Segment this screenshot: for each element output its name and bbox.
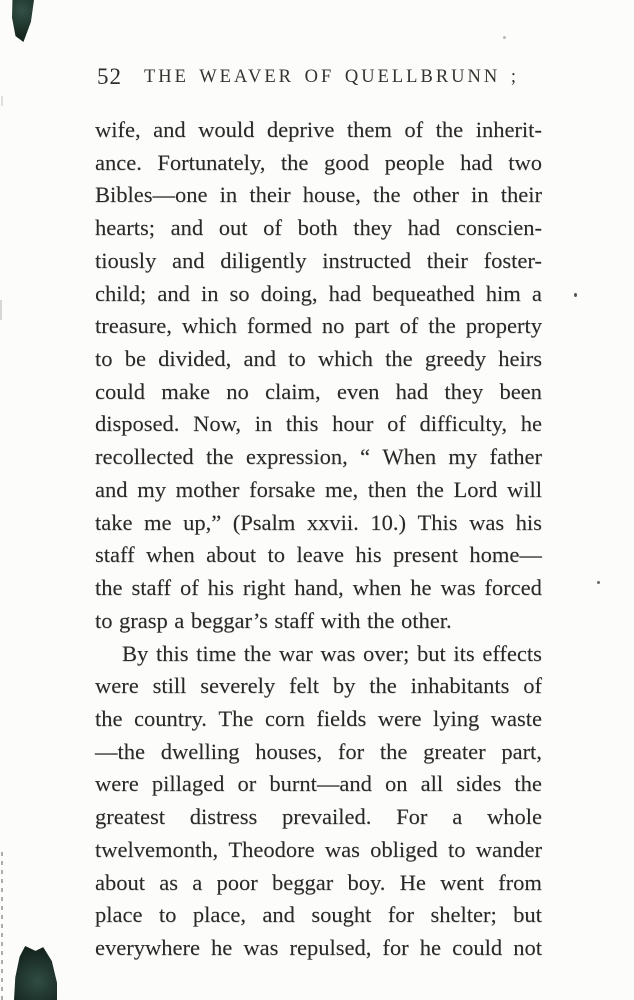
scan-speck <box>597 581 600 584</box>
text-line: twelvemonth, Theodore was obliged to wander <box>95 836 542 862</box>
scan-speck <box>574 293 577 297</box>
text-line: could make no claim, even had they been <box>95 378 542 404</box>
text-line: were still severely felt by the inhabitants of <box>95 673 542 699</box>
text-line: place to place, and sought for shelter; but <box>95 902 542 928</box>
scan-edge-dash <box>1 96 3 106</box>
scan-edge-dotted-line <box>1 852 3 1000</box>
text-line: greatest distress prevailed. For a whole <box>95 804 542 830</box>
text-line: the staff of his right hand, when he was forced <box>95 575 542 601</box>
text-line: tiously and diligently instructed their foster- <box>95 247 542 273</box>
text-line: were pillaged or burnt—and on all sides the <box>95 771 542 797</box>
text-line: take me up,” (Psalm xxvii. 10.) This was his <box>95 509 542 535</box>
text-line: staff when about to leave his present home— <box>95 542 542 568</box>
page-number: 52 <box>97 64 122 89</box>
text-block <box>95 114 542 965</box>
text-line: recollected the expression, “ When my father <box>95 444 542 470</box>
text-line: the country. The corn fields were lying waste <box>95 705 542 731</box>
text-line: treasure, which formed no part of the property <box>95 313 542 339</box>
text-line: to grasp a beggar’s staff with the other. <box>95 607 452 633</box>
text-line: ance. Fortunately, the good people had two <box>95 149 542 175</box>
text-line: By this time the war was over; but its effects <box>122 640 542 666</box>
text-line: Bibles—one in their house, the other in their <box>95 182 542 208</box>
text-line: disposed. Now, in this hour of difficulty, he <box>95 411 542 437</box>
running-title: THE WEAVER OF QUELLBRUNN ; <box>143 67 520 87</box>
text-line: to be divided, and to which the greedy heirs <box>95 346 542 372</box>
scan-speck <box>503 36 506 39</box>
page-header <box>97 64 544 90</box>
scan-artifact-top-left <box>12 0 34 42</box>
scan-edge-dash <box>0 300 2 320</box>
text-line: hearts; and out of both they had conscien- <box>95 215 542 241</box>
text-line: child; and in so doing, had bequeathed him a <box>95 280 542 306</box>
text-line: and my mother forsake me, then the Lord will <box>95 476 542 502</box>
text-line: —the dwelling houses, for the greater part, <box>95 738 542 764</box>
text-line: about as a poor beggar boy. He went from <box>95 869 542 895</box>
text-line: everywhere he was repulsed, for he could not <box>95 934 542 960</box>
scan-artifact-bottom-left <box>14 946 57 1000</box>
text-line: wife, and would deprive them of the inherit- <box>95 117 542 142</box>
